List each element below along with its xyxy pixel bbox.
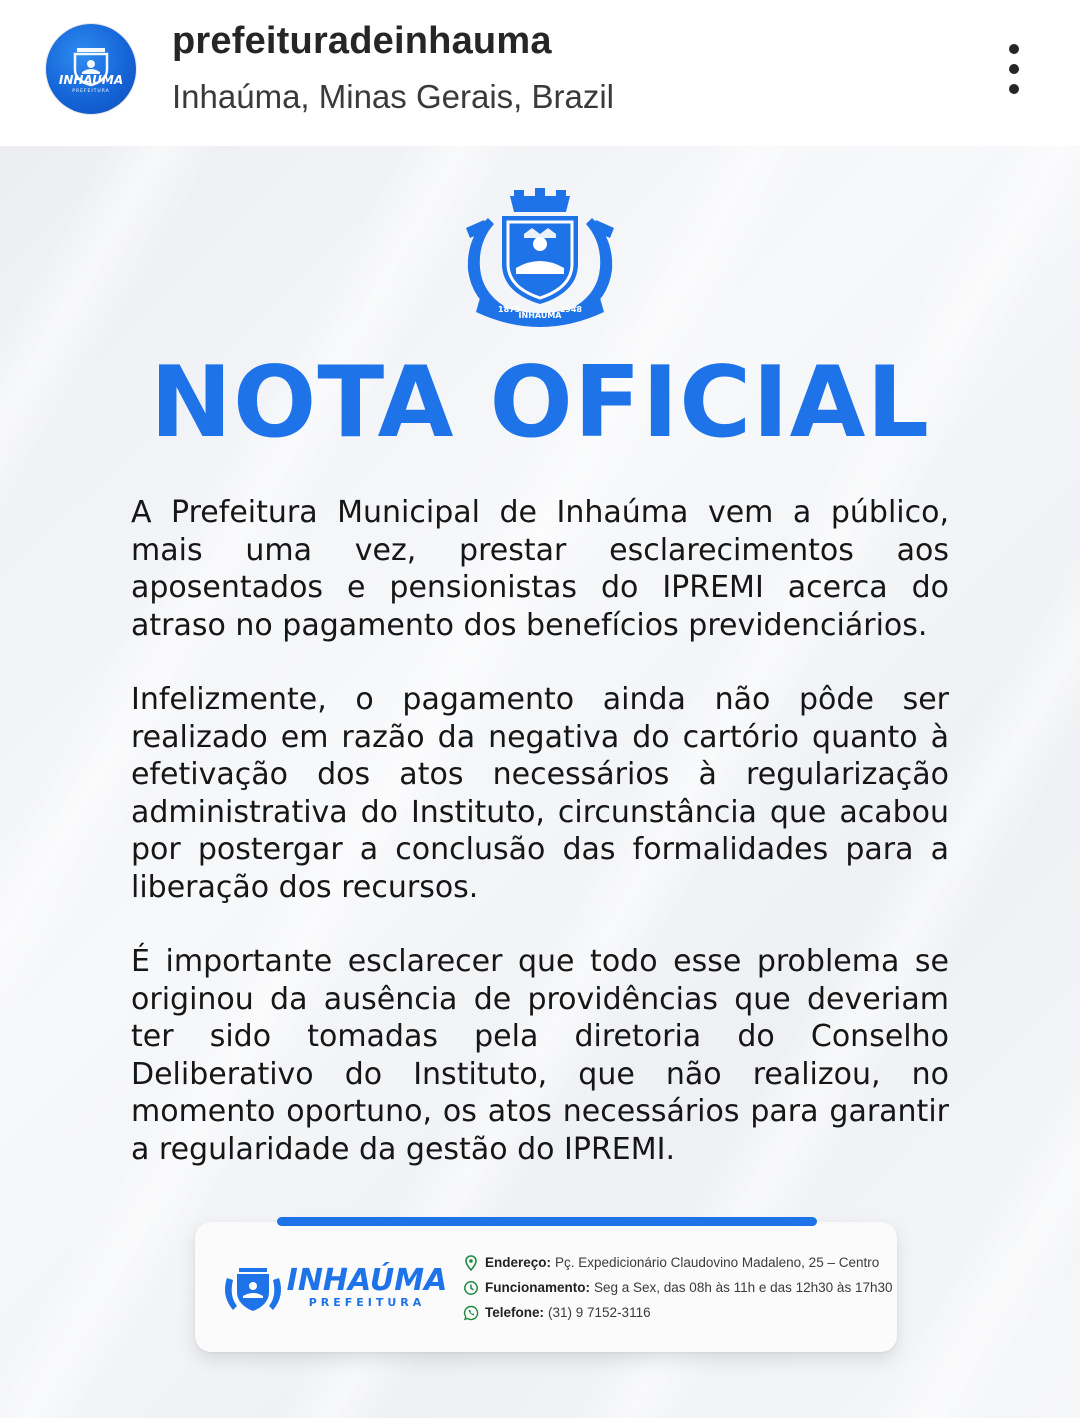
contact-address — [463, 1250, 893, 1275]
paragraph-3: É importante esclarecer que todo esse problema se originou da ausência de providências que deveriam ter sido tomadas pela diretoria do Conselho Deliberativo do Instituto, que não realizou, no momento oportuno, os atos necessários para garantir a regularidade da gestão do IPREMI. — [131, 944, 949, 1167]
whatsapp-icon — [463, 1305, 479, 1321]
crest-year-right: 1948 — [559, 305, 582, 314]
inhauma-logo-icon — [46, 24, 136, 114]
footer-logo-subtext: PREFEITURA — [308, 1296, 426, 1309]
nota-oficial-title: NOTA OFICIAL — [150, 346, 930, 460]
contact-value: (31) 9 7152-3116 — [548, 1305, 651, 1320]
inhauma-prefeitura-logo — [223, 1256, 453, 1316]
post-image[interactable] — [0, 146, 1080, 1418]
clock-icon — [463, 1280, 479, 1296]
contact-value: Seg a Sex, das 08h às 11h e das 12h30 às 17h30 — [594, 1280, 893, 1295]
more-options-button[interactable] — [992, 36, 1036, 102]
contact-label: Telefone: — [485, 1305, 545, 1320]
more-vertical-icon — [1009, 44, 1019, 54]
paragraph-1: A Prefeitura Municipal de Inhaúma vem a público, mais uma vez, prestar esclarecimentos aos aposentados e pensionistas do IPREMI acerca do atraso no pagamento dos benefícios previdenciários. — [131, 495, 949, 643]
footer-logo-text: INHAÚMA — [286, 1263, 448, 1298]
username[interactable]: prefeituradeinhauma — [172, 20, 552, 62]
location-pin-icon — [463, 1255, 479, 1271]
post-header — [0, 0, 1080, 146]
post-location[interactable]: Inhaúma, Minas Gerais, Brazil — [172, 78, 615, 115]
municipal-crest-icon — [458, 188, 622, 330]
contact-hours — [463, 1275, 893, 1300]
crest-year-left: 1875 — [498, 305, 521, 314]
contact-label: Funcionamento: — [485, 1280, 590, 1295]
avatar-logo-subtext: PREFEITURA — [72, 89, 110, 94]
crest-banner: INHAÚMA — [518, 311, 562, 320]
paragraph-2: Infelizmente, o pagamento ainda não pôde ser realizado em razão da negativa do cartório quanto à efetivação dos atos necessários à regularização administrativa do Instituto, circunstância que acabou por postergar a conclusão das formalidades para a liberação dos recursos. — [131, 682, 949, 905]
footer-card — [195, 1222, 897, 1352]
avatar-logo-text: INHAÚMA — [58, 73, 124, 87]
contact-value: Pç. Expedicionário Claudovino Madaleno, 25 – Centro — [555, 1255, 880, 1270]
contact-label: Endereço: — [485, 1255, 552, 1270]
contact-list — [463, 1250, 893, 1325]
footer-divider-bar — [277, 1217, 817, 1226]
profile-avatar[interactable] — [46, 24, 136, 114]
contact-phone — [463, 1300, 893, 1325]
